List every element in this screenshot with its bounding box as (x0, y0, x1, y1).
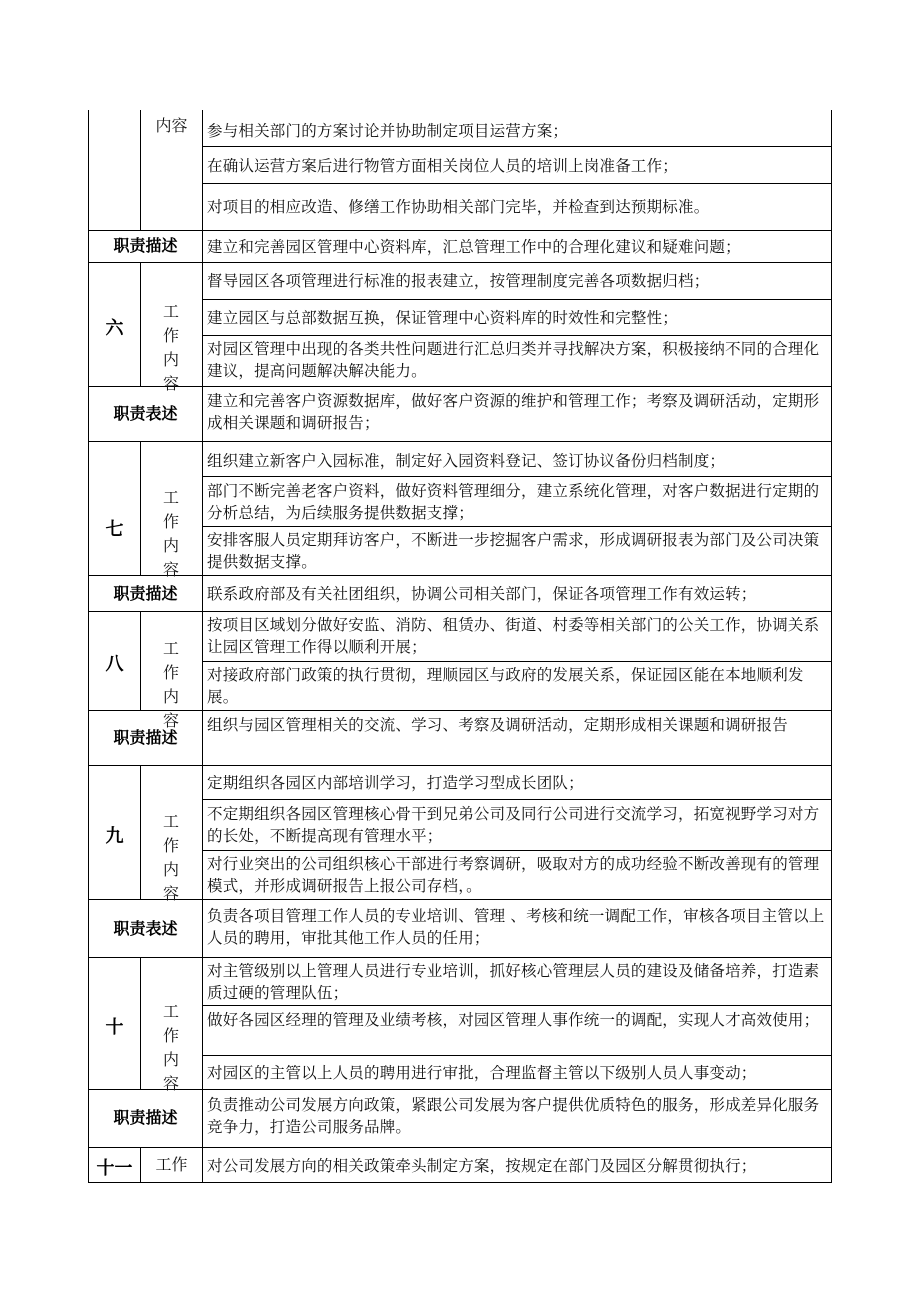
duty-label: 职责描述 (113, 584, 178, 603)
row-separator (88, 262, 832, 263)
item-separator (202, 799, 832, 800)
table-border-right (831, 110, 832, 1183)
work-item: 在确认运营方案后进行物管方面相关岗位人员的培训上岗准备工作； (207, 157, 679, 175)
work-content-label: 工作内容 (162, 302, 179, 393)
work-content-label: 工作内容 (162, 1002, 179, 1093)
row-separator (88, 899, 832, 900)
item-separator (202, 850, 832, 851)
row-separator (88, 765, 832, 766)
column-divider (140, 611, 141, 710)
work-item: 对项目的相应改造、修缮工作协助相关部门完毕，并检查到达预期标准。 (207, 198, 710, 216)
section-number: 七 (105, 519, 124, 540)
duty-label: 职责表述 (113, 919, 178, 938)
row-separator (88, 230, 832, 231)
duty-label: 职责描述 (113, 728, 178, 747)
section-number: 九 (105, 826, 124, 847)
item-separator (202, 146, 832, 147)
table-border-bottom (88, 1182, 832, 1183)
item-separator (202, 335, 832, 336)
duty-text: 组织与园区管理相关的交流、学习、考察及调研活动，定期形成相关课题和调研报告 (207, 716, 788, 734)
work-item: 对公司发展方向的相关政策牵头制定方案，按规定在部门及园区分解贯彻执行； (207, 1157, 757, 1175)
work-item: 部门不断完善老客户资料，做好资料管理细分，建立系统化管理，对客户数据进行定期的分析总结，为后续服务提供数据支撑； (207, 482, 820, 522)
work-content-label: 工作内容 (162, 639, 179, 730)
work-item: 不定期组织各园区管理核心骨干到兄弟公司及同行公司进行交流学习，拓宽视野学习对方的长处，不断提高现有管理水平； (207, 805, 820, 845)
section-number: 八 (105, 654, 124, 675)
duty-text: 负责推动公司发展方向政策，紧跟公司发展为客户提供优质特色的服务，形成差异化服务竞争力，打造公司服务品牌。 (207, 1096, 820, 1136)
work-item: 对接政府部门政策的执行贯彻，理顺园区与政府的发展关系，保证园区能在本地顺利发展。 (207, 666, 804, 706)
row-separator (88, 441, 832, 442)
item-separator (202, 476, 832, 477)
item-separator (202, 1055, 832, 1056)
work-item: 建立园区与总部数据互换，保证管理中心资料库的时效性和完整性； (207, 309, 679, 327)
section-number: 十一 (96, 1158, 133, 1179)
column-divider (140, 957, 141, 1089)
row-separator (88, 957, 832, 958)
item-separator (202, 183, 832, 184)
row-separator (88, 1089, 832, 1090)
work-item: 参与相关部门的方案讨论并协助制定项目运营方案； (207, 122, 569, 140)
row-separator (88, 386, 832, 387)
column-divider (140, 765, 141, 899)
work-item: 定期组织各园区内部培训学习，打造学习型成长团队； (207, 774, 584, 792)
work-item: 做好各园区经理的管理及业绩考核，对园区管理人事作统一的调配，实现人才高效使用； (207, 1011, 820, 1029)
row-separator (88, 611, 832, 612)
work-item: 对行业突出的公司组织核心干部进行考察调研，吸取对方的成功经验不断改善现有的管理模式，并形成调研报告上报公司存档，。 (207, 855, 820, 895)
row-separator (88, 575, 832, 576)
work-content-label: 工作内容 (162, 488, 179, 579)
duty-text: 联系政府部及有关社团组织，协调公司相关部门，保证各项管理工作有效运转； (207, 585, 757, 603)
work-item: 按项目区域划分做好安监、消防、租赁办、街道、村委等相关部门的公关工作，协调关系让园区管理工作得以顺利开展； (207, 616, 820, 656)
content-divider (202, 110, 203, 1183)
work-item: 对主管级别以上管理人员进行专业培训，抓好核心管理层人员的建设及储备培养，打造素质过硬的管理队伍； (207, 962, 820, 1002)
item-separator (202, 299, 832, 300)
section-number: 六 (105, 318, 124, 339)
duty-text: 建立和完善客户资源数据库，做好客户资源的维护和管理工作；考察及调研活动，定期形成相关课题和调研报告； (207, 392, 820, 432)
item-separator (202, 526, 832, 527)
work-content-label: 工作 (155, 1155, 188, 1174)
duty-label: 职责表述 (113, 404, 178, 423)
work-content-label: 内容 (155, 116, 188, 135)
duty-label: 职责描述 (113, 1108, 178, 1127)
work-content-label: 工作内容 (162, 812, 179, 903)
work-item: 安排客服人员定期拜访客户，不断进一步挖掘客户需求，形成调研报表为部门及公司决策提供数据支撑。 (207, 531, 820, 571)
item-separator (202, 661, 832, 662)
duty-label: 职责描述 (113, 236, 178, 255)
work-item: 对园区的主管以上人员的聘用进行审批，合理监督主管以下级别人员人事变动； (207, 1064, 757, 1082)
row-separator (88, 1147, 832, 1148)
work-item: 对园区管理中出现的各类共性问题进行汇总归类并寻找解决方案，积极接纳不同的合理化建议，提高问题解决解决能力。 (207, 340, 820, 380)
column-divider (140, 441, 141, 575)
duty-text: 负责各项目管理工作人员的专业培训、管理 、考核和统一调配工作，审核各项目主管以上人员的聘用，审批其他工作人员的任用； (207, 907, 825, 947)
row-separator (88, 710, 832, 711)
duty-text: 建立和完善园区管理中心资料库，汇总管理工作中的合理化建议和疑难问题； (207, 238, 741, 256)
work-item: 组织建立新客户入园标准，制定好入园资料登记、签订协议备份归档制度； (207, 452, 726, 470)
work-item: 督导园区各项管理进行标准的报表建立，按管理制度完善各项数据归档； (207, 272, 710, 290)
column-divider (140, 262, 141, 386)
section-number: 十 (105, 1017, 124, 1038)
